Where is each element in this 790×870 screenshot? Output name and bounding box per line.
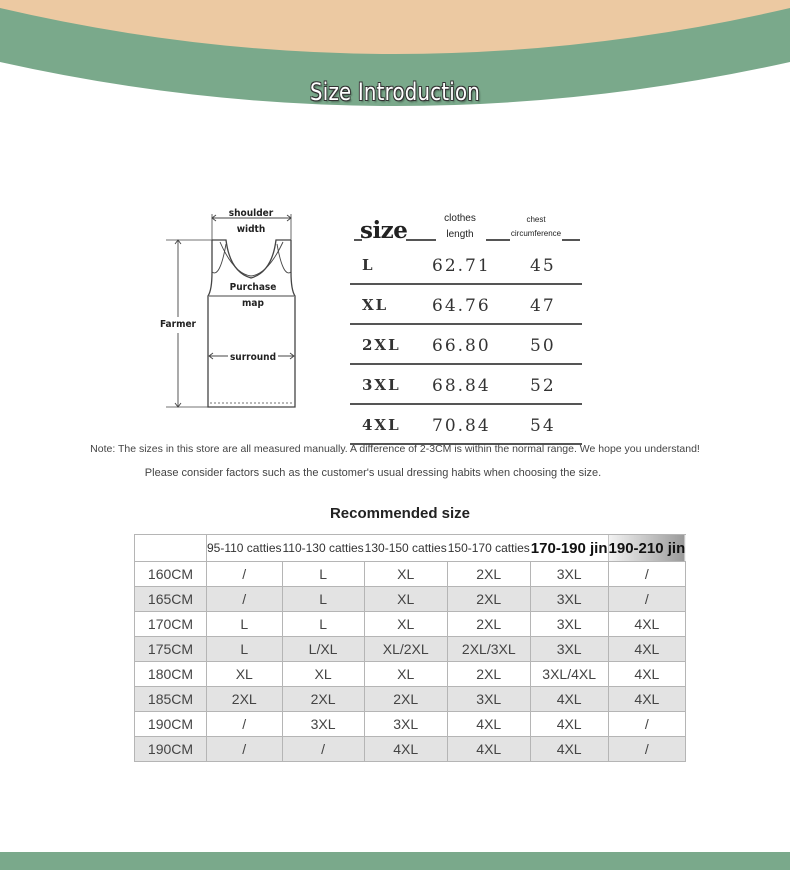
table-row (135, 612, 686, 637)
size-cell: L (362, 256, 375, 274)
size-cell: / (207, 712, 283, 737)
corner-cell (135, 535, 207, 562)
height-cell: 165CM (135, 587, 207, 612)
size-cell: XL (364, 612, 447, 637)
size-cell: 2XL/3XL (447, 637, 530, 662)
table-row (135, 562, 686, 587)
length-cell: 70.84 (432, 416, 491, 436)
table-row (135, 712, 686, 737)
height-cell: 160CM (135, 562, 207, 587)
size-cell: 4XL (530, 712, 608, 737)
size-cell: 4XL (530, 737, 608, 762)
size-row (350, 325, 582, 365)
size-cell: 2XL (447, 612, 530, 637)
recommended-size-title: Recommended size (329, 505, 471, 522)
page-title: Size Introduction (309, 78, 481, 106)
size-header: size (360, 217, 408, 244)
vest-diagram (150, 200, 320, 420)
chest-cell: 45 (530, 256, 556, 276)
shoulder-width-label (226, 206, 276, 238)
table-row (135, 687, 686, 712)
column-header: 110-130 catties (282, 535, 364, 562)
height-cell: 185CM (135, 687, 207, 712)
recommended-size-table (134, 534, 686, 762)
footer-bar (0, 852, 790, 870)
size-cell: L (207, 612, 283, 637)
size-cell: L (282, 612, 364, 637)
purchase-map-label-line1: Purchase (229, 282, 277, 293)
purchase-map-label-line2: map (242, 298, 264, 309)
size-row (350, 285, 582, 325)
size-cell: 4XL (608, 637, 686, 662)
size-cell: 3XL/4XL (530, 662, 608, 687)
size-cell: L/XL (282, 637, 364, 662)
size-cell: 3XL (530, 637, 608, 662)
clothes-length-header-line1: clothes (444, 213, 476, 224)
size-cell: / (207, 737, 283, 762)
size-cell: 2XL (282, 687, 364, 712)
size-chart (350, 205, 582, 445)
size-cell: / (207, 587, 283, 612)
size-cell: 3XL (282, 712, 364, 737)
height-cell: 180CM (135, 662, 207, 687)
size-row (350, 365, 582, 405)
column-header: 130-150 catties (364, 535, 447, 562)
top-banner (0, 0, 790, 130)
length-cell: 62.71 (432, 256, 491, 276)
size-cell: / (207, 562, 283, 587)
purchase-map-label (228, 280, 278, 312)
farmer-label: Farmer (156, 317, 200, 333)
size-cell: 4XL (608, 612, 686, 637)
table-row (135, 637, 686, 662)
size-cell: XL (364, 587, 447, 612)
surround-label: surround (228, 350, 278, 366)
size-cell: 4XL (608, 687, 686, 712)
table-row (135, 737, 686, 762)
size-cell: 4XL (362, 416, 401, 434)
size-cell: 3XL (530, 587, 608, 612)
size-cell: XL (364, 562, 447, 587)
size-cell: XL (364, 662, 447, 687)
size-row (350, 405, 582, 445)
size-cell: / (608, 587, 686, 612)
size-cell: 2XL (364, 687, 447, 712)
size-cell: 3XL (530, 562, 608, 587)
chest-cell: 47 (530, 296, 556, 316)
length-cell: 66.80 (432, 336, 491, 356)
size-cell: / (608, 737, 686, 762)
chest-cell: 54 (530, 416, 556, 436)
size-row (350, 245, 582, 285)
size-cell: XL (362, 296, 389, 314)
shoulder-width-label-line2: width (236, 224, 266, 235)
size-cell: / (608, 562, 686, 587)
measurement-note: Note: The sizes in this store are all measured manually. A difference of 2-3CM is within the normal range. We hope you understand! (90, 443, 700, 455)
size-cell: 4XL (364, 737, 447, 762)
size-chart-header (350, 205, 582, 245)
height-cell: 190CM (135, 737, 207, 762)
size-cell: 3XL (447, 687, 530, 712)
size-cell: 4XL (608, 662, 686, 687)
size-cell: 3XL (362, 376, 401, 394)
chest-cell: 50 (530, 336, 556, 356)
chest-header-line2: circumference (510, 229, 562, 238)
size-cell: / (282, 737, 364, 762)
size-cell: XL/2XL (364, 637, 447, 662)
size-cell: / (608, 712, 686, 737)
clothes-length-header-line2: length (446, 229, 474, 240)
header-underline (350, 205, 582, 245)
length-cell: 64.76 (432, 296, 491, 316)
column-header: 95-110 catties (207, 535, 283, 562)
chest-cell: 52 (530, 376, 556, 396)
chest-header-line1: chest (526, 215, 546, 224)
column-header: 170-190 jin (530, 535, 608, 562)
column-header: 150-170 catties (447, 535, 530, 562)
size-cell: 2XL (447, 662, 530, 687)
height-cell: 190CM (135, 712, 207, 737)
size-cell: XL (207, 662, 283, 687)
height-cell: 170CM (135, 612, 207, 637)
size-cell: 3XL (364, 712, 447, 737)
shoulder-width-label-line1: shoulder (228, 208, 274, 219)
size-cell: XL (282, 662, 364, 687)
size-cell: 2XL (447, 587, 530, 612)
size-cell: 2XL (447, 562, 530, 587)
table-header-row (135, 535, 686, 562)
size-cell: 4XL (530, 687, 608, 712)
table-row (135, 662, 686, 687)
dressing-habits-note: Please consider factors such as the customer's usual dressing habits when choosing the size. (144, 467, 602, 479)
size-cell: 2XL (207, 687, 283, 712)
size-cell: 4XL (447, 737, 530, 762)
size-cell: 4XL (447, 712, 530, 737)
size-cell: L (207, 637, 283, 662)
size-cell: L (282, 587, 364, 612)
column-header: 190-210 jin (608, 535, 686, 562)
size-cell: 3XL (530, 612, 608, 637)
table-row (135, 587, 686, 612)
length-cell: 68.84 (432, 376, 491, 396)
height-cell: 175CM (135, 637, 207, 662)
size-cell: 2XL (362, 336, 401, 354)
size-cell: L (282, 562, 364, 587)
